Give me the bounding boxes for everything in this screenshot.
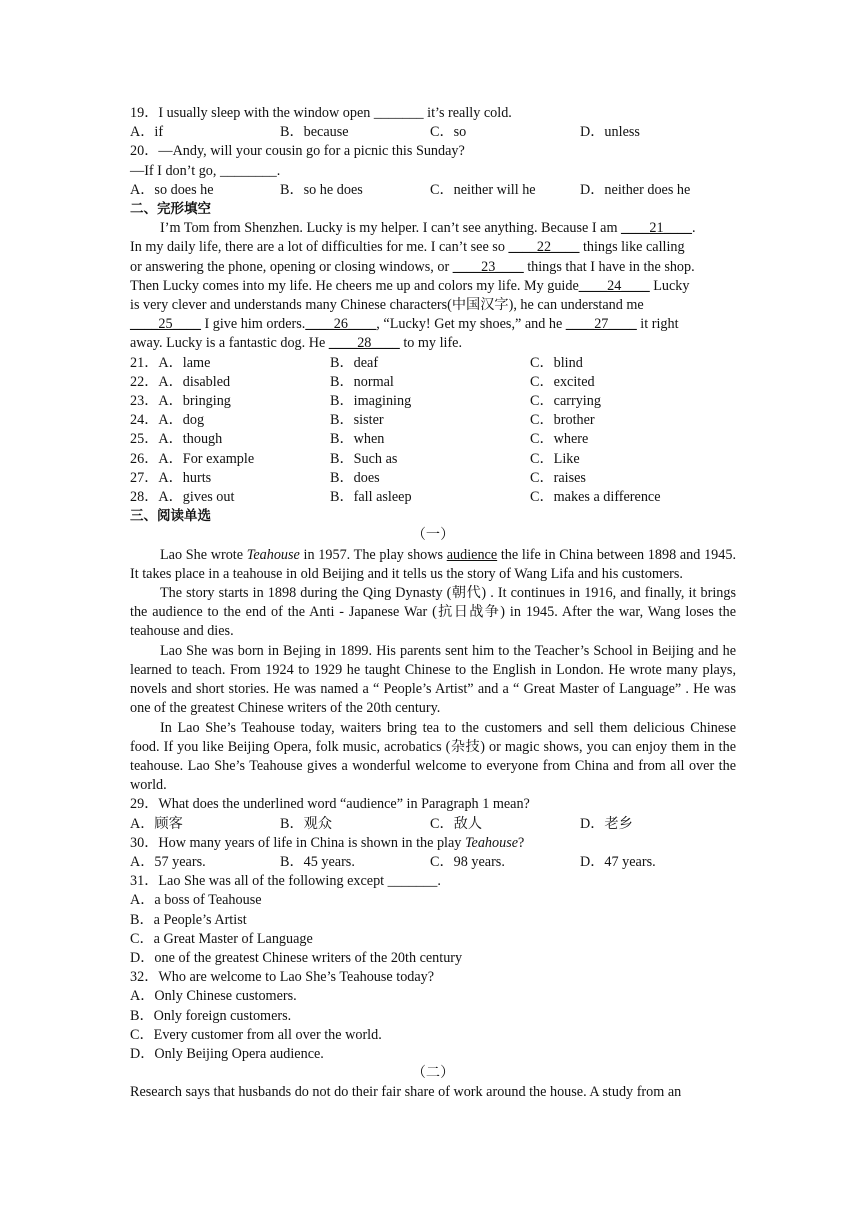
question-stem: 30．How many years of life in China is shown in the play [130, 834, 465, 851]
option-d: D．unless [580, 124, 640, 141]
section-2-title: 二、完形填空 [130, 201, 211, 218]
question-29-stem: 29．What does the underlined word “audience” in Paragraph 1 mean? [130, 796, 530, 813]
cloze-text: , “Lucky! Get my shoes,” and he [376, 316, 566, 333]
cloze-option-row [130, 354, 736, 373]
option-c: C．so [430, 124, 467, 141]
cloze-text: things that I have in the shop. [523, 258, 695, 275]
question-30-stem [130, 834, 736, 853]
passage-1-paragraph-3: Lao She was born in Bejing in 1899. His parents sent him to the Teacher’s School in Beijing and he learned to teach. From 1924 to 1929 he taught Chinese to the English in London. He wrote many plays, novels and short stories. He was named a “ People’s Artist” and a “ Great Master of Language” . He was one of the greatest Chinese writers of the 20th century. [130, 642, 736, 717]
passage-1-label: （一） [411, 527, 455, 544]
cloze-option-row [130, 411, 736, 430]
blank-26: ____26____ [305, 316, 377, 333]
paragraph-text: Lao She wrote [160, 546, 247, 563]
underlined-word: audience [446, 546, 498, 563]
passage-1-paragraph-2: The story starts in 1898 during the Qing Dynasty (朝代) . It continues in 1916, and finally, it brings the audience to the end of the Anti - Japanese War (抗日战争) in 1945. After the war, Wang loses the teahouse and dies. [130, 585, 736, 640]
option-b: B．Such as [330, 450, 398, 467]
play-title: Teahouse [246, 546, 300, 563]
option-d: D．老乡 [580, 815, 633, 832]
question-19 [130, 104, 736, 123]
cloze-line-7 [130, 334, 736, 353]
cloze-passage [130, 219, 736, 353]
option-d: D．Only Beijing Opera audience. [130, 1045, 324, 1062]
cloze-text: it right [636, 316, 679, 333]
passage-2-label: （二） [411, 1065, 455, 1082]
option-a: A．if [130, 124, 164, 141]
option-b: B．Only foreign customers. [130, 1007, 292, 1024]
cloze-option-row [130, 450, 736, 469]
question-20-options [130, 181, 736, 200]
passage-2-first-line: Research says that husbands do not do their fair share of work around the house. A study from an [130, 1084, 682, 1101]
paragraph-text: in 1957. The play shows [299, 546, 447, 563]
option-c: C．excited [530, 373, 595, 390]
cloze-text: or answering the phone, opening or closing windows, or [130, 258, 453, 275]
blank-24: ____24____ [578, 277, 650, 294]
option-a: 21．A．lame [130, 354, 211, 371]
option-c: C．blind [530, 354, 583, 371]
option-b: B．45 years. [280, 853, 355, 870]
section-3-title: 三、阅读单选 [130, 508, 211, 525]
question-stem: 19．I usually sleep with the window open [130, 105, 374, 121]
passage-1-paragraph-1 [130, 546, 736, 584]
option-a: A．57 years. [130, 853, 206, 870]
cloze-option-row [130, 373, 736, 392]
option-b: B．imagining [330, 393, 412, 410]
cloze-line-1 [130, 219, 736, 238]
question-32-stem: 32．Who are welcome to Lao She’s Teahouse today? [130, 969, 435, 986]
question-30-options [130, 853, 736, 872]
cloze-text: Lucky [649, 277, 690, 294]
play-title: Teahouse [464, 834, 519, 851]
question-stem-end: ? [518, 834, 525, 851]
blank-25: ____25____ [130, 316, 201, 333]
cloze-option-row [130, 469, 736, 488]
exam-page [130, 104, 736, 1103]
option-c: C．brother [530, 412, 595, 429]
passage-1-paragraph-4: In Lao She’s Teahouse today, waiters bring tea to the customers and sell them delicious Chinese food. If you like Beijing Opera, folk music, acrobatics (杂技) or magic shows, you can enjoy them in the teahouse. Lao She’s Teahouse gives a wonderful welcome to everyone from China and from all over the world. [130, 719, 736, 794]
paragraph-text: the life in China between 1898 and 1945. It takes place in a teahouse in old Beijing and it tells us the story of Wang Lifa and his customers. [130, 546, 736, 582]
option-a: 23．A．bringing [130, 393, 231, 410]
option-a: 22．A．disabled [130, 373, 231, 390]
option-a: 25．A．though [130, 431, 223, 448]
option-b: B．sister [330, 412, 384, 429]
option-c: C．Like [530, 450, 580, 467]
cloze-line-6 [130, 315, 736, 334]
option-c: C．makes a difference [530, 489, 661, 506]
cloze-text: things like calling [579, 239, 685, 256]
option-b: B．fall asleep [330, 489, 412, 506]
cloze-text: away. Lucky is a fantastic dog. He [130, 335, 329, 352]
option-a: A．a boss of Teahouse [130, 892, 262, 909]
option-c: C．carrying [530, 393, 601, 410]
option-a: A．顾客 [130, 815, 183, 832]
blank-23: ____23____ [452, 258, 524, 275]
cloze-option-row [130, 392, 736, 411]
option-a: A．so does he [130, 181, 214, 198]
cloze-text: I’m Tom from Shenzhen. Lucky is my helper. I can’t see anything. Because I am [160, 220, 622, 237]
option-a: 24．A．dog [130, 412, 205, 429]
option-c: C．where [530, 431, 589, 448]
option-b: B．because [280, 124, 349, 141]
option-d: D．neither does he [580, 181, 691, 198]
option-c: C．98 years. [430, 853, 505, 870]
blank-28: ____28____ [328, 335, 400, 352]
question-stem-end: it’s really cold. [423, 105, 512, 121]
blank-27: ____27____ [565, 316, 637, 333]
option-b: B．so he does [280, 181, 363, 198]
option-a: 26．A．For example [130, 450, 255, 467]
question-31-stem: 31．Lao She was all of the following except _______. [130, 873, 441, 890]
option-c: C．敌人 [430, 815, 483, 832]
option-a: A．Only Chinese customers. [130, 988, 297, 1005]
blank-21: ____21____ [621, 220, 692, 237]
question-20-stem: 20．—Andy, will your cousin go for a picnic this Sunday? [130, 143, 465, 160]
question-29-options [130, 815, 736, 834]
cloze-options [130, 354, 736, 508]
cloze-text: In my daily life, there are a lot of difficulties for me. I can’t see so [130, 239, 509, 256]
cloze-text: Then Lucky comes into my life. He cheers me up and colors my life. My guide [130, 277, 579, 294]
option-c: C．a Great Master of Language [130, 930, 313, 947]
option-c: C．Every customer from all over the world. [130, 1026, 382, 1043]
option-a: 28．A．gives out [130, 489, 235, 506]
option-a: 27．A．hurts [130, 469, 212, 486]
cloze-line-2 [130, 238, 736, 257]
option-b: B．normal [330, 373, 394, 390]
cloze-line-5: is very clever and understands many Chinese characters(中国汉字), he can understand me [130, 297, 644, 314]
cloze-line-3 [130, 258, 736, 277]
option-d: D．one of the greatest Chinese writers of the 20th century [130, 949, 463, 966]
option-d: D．47 years. [580, 853, 656, 870]
question-19-options [130, 123, 736, 142]
cloze-text: to my life. [399, 335, 463, 352]
answer-blank: _______ [373, 105, 424, 121]
option-b: B．观众 [280, 815, 333, 832]
option-b: B．a People’s Artist [130, 911, 247, 928]
question-20-stem-2: —If I don’t go, ________. [130, 162, 281, 179]
cloze-line-4 [130, 277, 736, 296]
option-b: B．does [330, 469, 380, 486]
cloze-text: . [691, 220, 696, 237]
cloze-option-row [130, 488, 736, 507]
cloze-text: I give him orders. [200, 316, 306, 333]
blank-22: ____22____ [508, 239, 580, 256]
option-c: C．raises [530, 469, 586, 486]
option-b: B．when [330, 431, 385, 448]
option-c: C．neither will he [430, 181, 536, 198]
cloze-option-row [130, 430, 736, 449]
option-b: B．deaf [330, 354, 379, 371]
